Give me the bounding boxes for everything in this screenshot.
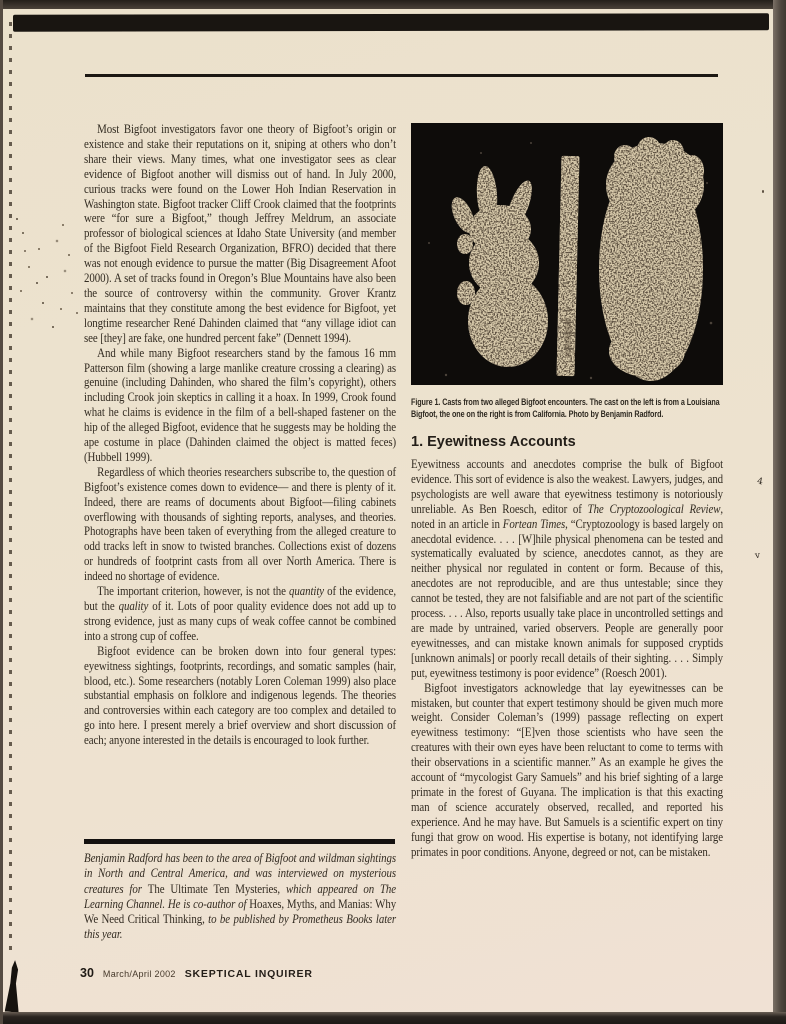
author-bio-text [84, 851, 396, 943]
section-heading: 1. Eyewitness Accounts [411, 434, 576, 450]
figure-1 [411, 123, 723, 420]
binding-stitch-marks [9, 22, 12, 952]
text-segment: The Ultimate Ten Mysteries, [147, 881, 281, 896]
text-segment: of the evidence, but the [84, 584, 397, 613]
ink-blob-artifact [5, 960, 22, 1013]
page-number: 30 [80, 966, 94, 980]
text-segment: The Cryptozoological Review [587, 501, 721, 516]
figure-caption: Figure 1. Casts from two alleged Bigfoot encounters. The cast on the left is from a Louisiana Bigfoot, the one on the right is from California. Photo by Benjamin Radford. [411, 397, 720, 419]
margin-pen-mark: v [754, 550, 761, 562]
page-footer [80, 966, 313, 980]
text-segment: Fortean Times [502, 516, 566, 531]
bigfoot-casts-photo [411, 123, 723, 385]
scan-noise-speckles [16, 218, 18, 220]
text-segment: , “Cryptozoology is based largely on anecdotal evidence. . . . [W]hile physical phenomena can be tested and systematically evaluated by science, anecdotes cannot, as they are neither physical nor regulated in content or form. Because of this, anecdotes are not reproducible, and are thus untestable; since they cannot be tested, they are not falsifiable and are not part of the scientific process. . . . Also, reports usually take place in uncontrolled settings and are made by untrained, varied observers. People are generally poor eyewitnesses, and can mistake known animals for supposed cryptids [unknown animals] or poorly recall details of their sighting. . . . Simply put, eyewitness testimony is poor evidence” (Roesch 2001). [411, 516, 724, 680]
author-bio [84, 851, 396, 943]
margin-pen-mark: 4 [756, 476, 764, 488]
paragraph [84, 346, 396, 465]
issue-date: March/April 2002 [102, 969, 176, 979]
text-segment: of it. Lots of poor quality evidence does not add up to strong evidence, just as many cups of weak coffee cannot be combined into a strong cup of coffee. [84, 599, 397, 643]
text-segment: which appeared on The Learning Channel. He is co-author of [84, 881, 397, 911]
text-segment: And while many Bigfoot researchers stand by the famous 16 mm Patterson film (showing a large manlike creature crossing a clearing) as genuine (including Dahinden, who shared the film’s copyright), others including Crook join skeptics in calling it a hoax. In 1999, Crook found what he claims is evidence in the film of a bell-shaped fastener on the hip of the alleged Bigfoot, evidence that he suggests may be holding the ape costume in place (Dahinden claimed the object is matted feces) (Hubbell 1999). [84, 345, 397, 464]
text-segment: Regardless of which theories researchers subscribe to, the question of Bigfoot’s existence comes down to evidence— and there is plenty of it. Indeed, there are reams of documents about Bigfoot—filing cabinets overflowing with thousands of sighting reports, analyses, and theories. Photographs have been taken of everything from the alleged creature to odd tracks left in snow to twisted branches. Collections exist of dozens or hundreds of footprint casts from all over North America. There is indeed no shortage of evidence. [84, 464, 397, 584]
paragraph [84, 644, 396, 748]
text-segment: quantity [289, 584, 325, 599]
text-segment: , noted in an article in [411, 501, 724, 531]
text-segment: Bigfoot investigators acknowledge that lay eyewitnesses can be mistaken, but counter that expert testimony should be given much more weight. Consider Coleman’s (1999) passage reflecting on expert eyewitness testimony: “[E]ven those scientists who have seen the creatures with their own eyes have been reluctant to come to terms with their observations in a scientific manner.” As an example he gives the account of “mycologist Gary Samuels” and his brief sighting of a large primate in the forest of Guyana. The implication is that this exacting man of science accurately observed, recalled, and reported his experience. And he may have. But Samuels is a scientific expert on tiny fungi that grow on wood. His expertise is botany, not identifying large primates in poor conditions. Anyone, degreed or not, can be mistaken. [411, 680, 724, 859]
paragraph [84, 465, 396, 584]
bio-divider-rule [84, 839, 395, 844]
scan-edge-top [0, 0, 786, 9]
scan-edge-bottom [0, 1012, 786, 1024]
paragraph [411, 457, 723, 681]
scan-edge-right [773, 0, 786, 1024]
scan-edge-left [0, 0, 3, 1024]
paragraph [84, 584, 396, 644]
paragraph [84, 122, 396, 346]
text-segment: quality [118, 599, 149, 613]
paragraph [411, 681, 723, 860]
text-segment: to be published by Prometheus Books later this year. [84, 912, 397, 942]
text-segment: Bigfoot evidence can be broken down into four general types: eyewitness sightings, footprints, recordings, and somatic samples (hair, blood, etc.). Some researchers (notably Loren Coleman 1999) also place substantial emphasis on folklore and indigenous legends. The theories and controversies within each category are too complex and detailed to go into here. I present merely a brief overview and short discussion of each; anyone interested in the details is encouraged to look further. [84, 643, 397, 748]
scan-artifact-dot [762, 190, 764, 193]
text-segment: Hoaxes, Myths, and Manias: Why We Need Critical Thinking, [84, 896, 397, 927]
page-top-bar [13, 13, 769, 32]
text-segment: The important criterion, however, is not the [97, 584, 290, 599]
left-column [84, 122, 396, 748]
header-rule [85, 74, 718, 77]
text-segment: Benjamin Radford has been to the area of Bigfoot and wildman sightings in North and Central America, and was interviewed on mysterious creatures for [84, 851, 397, 896]
magazine-title: SKEPTICAL INQUIRER [184, 968, 313, 980]
text-segment: Most Bigfoot investigators favor one theory of Bigfoot’s origin or existence and stake their reputations on it, sniping at others who don’t share their views. Many times, what one investigator sees as clear evidence of Bigfoot another will dismiss out of hand. In July 2000, curious tracks were found on the Lower Hoh Indian Reservation in Washington state. Bigfoot tracker Cliff Crook claimed that the footprints were “for sure a Bigfoot,” though Jeffrey Meldrum, an associate professor of biological sciences at Idaho State University (and member of the Bigfoot Field Research Organization, BFRO) decided that there was not enough evidence to pursue the matter (Big Disagreement Afoot 2000). A set of tracks found in Oregon’s Blue Mountains have also been the source of controversy within the community. Grover Krantz maintains that they constitute among the best evidence for Bigfoot, yet longtime researcher René Dahinden claimed that “any village idiot can see [they] are fake, one hundred percent fake” (Dennett 1994). [84, 122, 397, 345]
text-segment: Eyewitness accounts and anecdotes comprise the bulk of Bigfoot evidence. This sort of evidence is also the weakest. Lawyers, judges, and psychologists are well aware that eyewitness testimony is notoriously unreliable. As Ben Roesch, editor of [411, 457, 724, 516]
right-column [411, 123, 723, 859]
